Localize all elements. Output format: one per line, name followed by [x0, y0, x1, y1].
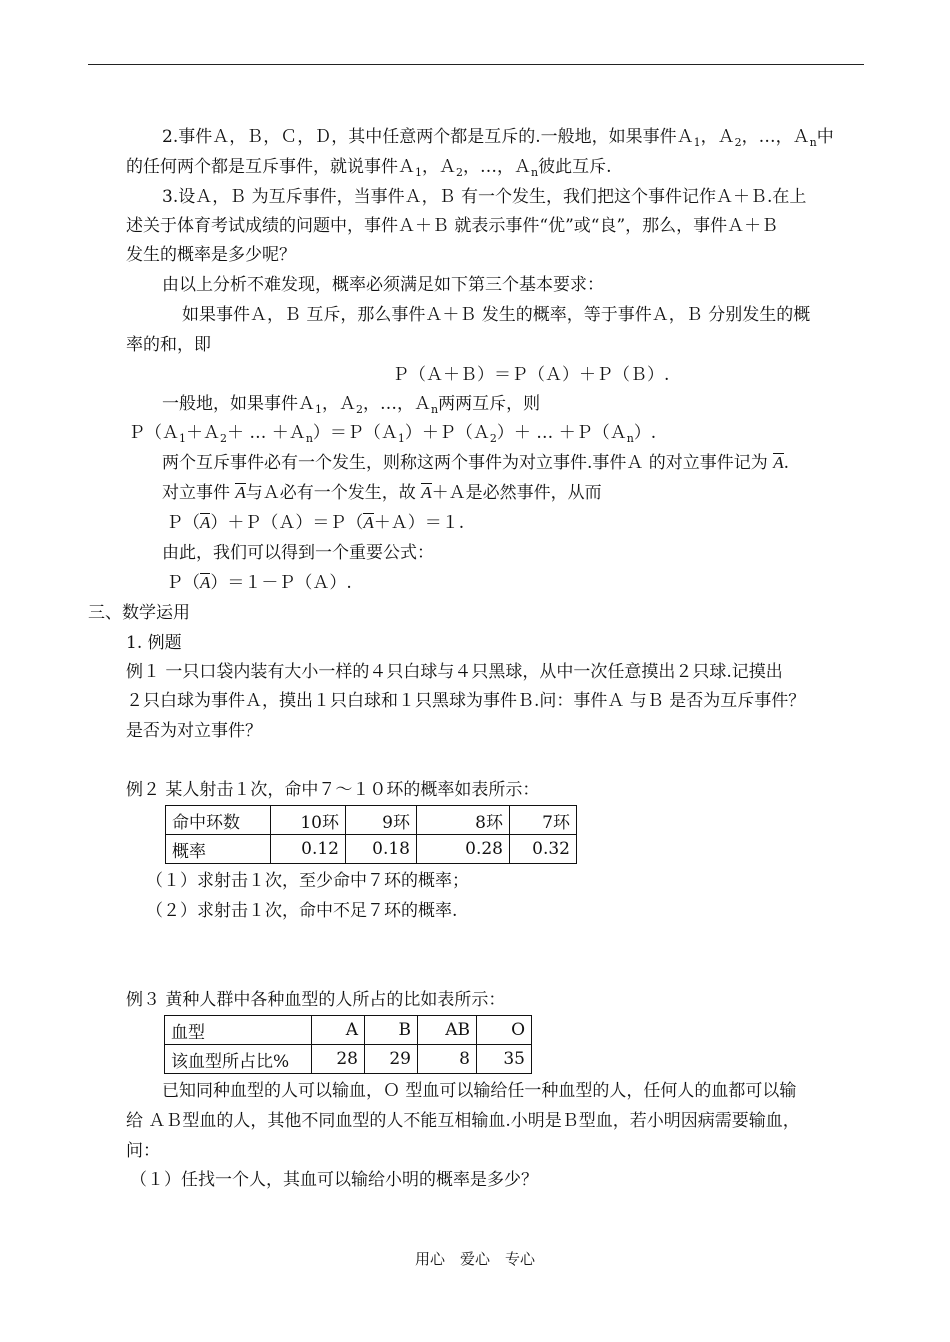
table-cell: 28 [312, 1045, 365, 1074]
table-cell: 概率 [166, 835, 271, 864]
table-cell: 29 [365, 1045, 418, 1074]
text-line: 发生的概率是多少呢？ [126, 245, 296, 265]
formula: Ｐ（A）＝１－Ｐ（Ａ）. [166, 573, 352, 593]
a-bar-symbol: A [235, 483, 246, 502]
question: （２）求射击１次，命中不足７环的概率. [146, 901, 458, 921]
text-line: 的任何两个都是互斥事件，就说事件Ａ$_1$，Ａ$_2$，…，Ａ$_n$彼此互斥. [126, 157, 612, 179]
text-line: 由此，我们可以得到一个重要公式： [162, 543, 434, 563]
table-cell: A [312, 1016, 365, 1045]
table-cell: 8 [418, 1045, 477, 1074]
example-1: 是否为对立事件？ [126, 721, 262, 741]
example-1: 例１ 一只口袋内装有大小一样的４只白球与４只黑球，从中一次任意摸出２只球.记摸出 [126, 662, 783, 682]
table-row [165, 1016, 532, 1045]
text-line: 述关于体育考试成绩的问题中，事件Ａ＋Ｂ 就表示事件“优”或“良”，那么，事件Ａ＋Ｂ [126, 216, 779, 236]
text-line: 一般地，如果事件Ａ$_1$，Ａ$_2$，…，Ａ$_n$两两互斥，则 [162, 394, 541, 416]
a-bar-symbol: A [363, 513, 374, 532]
table-cell: 血型 [165, 1016, 312, 1045]
example-3: 给 ＡＢ型血的人，其他不同血型的人不能互相输血.小明是Ｂ型血，若小明因病需要输血， [126, 1111, 800, 1131]
table-cell: 0.12 [271, 835, 346, 864]
table-cell: 7环 [510, 806, 577, 835]
subsection-heading: 1. 例题 [126, 633, 182, 653]
text-line: 如果事件Ａ，Ｂ 互斥，那么事件Ａ＋Ｂ 发生的概率，等于事件Ａ，Ｂ 分别发生的概 [182, 305, 811, 325]
table-cell: O [477, 1016, 532, 1045]
text-line: 对立事件 A与Ａ必有一个发生，故 A＋Ａ是必然事件，从而 [162, 483, 602, 503]
example-3: 问： [126, 1141, 160, 1161]
table-row [166, 806, 577, 835]
question: （１）任找一个人，其血可以输给小明的概率是多少？ [130, 1170, 538, 1190]
example-3: 已知同种血型的人可以输血，Ｏ 型血可以输给任一种血型的人，任何人的血都可以输 [162, 1081, 797, 1101]
a-bar-symbol: A [773, 453, 784, 472]
table-cell: 该血型所占比% [165, 1045, 312, 1074]
text-line: 3.设Ａ，Ｂ 为互斥事件，当事件Ａ，Ｂ 有一个发生，我们把这个事件记作Ａ＋Ｂ.在上 [162, 187, 807, 207]
table-cell: 0.28 [417, 835, 510, 864]
a-bar-symbol: A [421, 483, 432, 502]
a-bar-symbol: A [200, 573, 211, 592]
table-cell: 9环 [346, 806, 417, 835]
formula: Ｐ（A）＋Ｐ（Ａ）＝Ｐ（A＋Ａ）＝１. [166, 513, 465, 533]
table-cell: AB [418, 1016, 477, 1045]
blood-type-table [164, 1015, 532, 1074]
text-line: 两个互斥事件必有一个发生，则称这两个事件为对立事件.事件Ａ 的对立事件记为 A. [162, 453, 790, 473]
table-cell: 8环 [417, 806, 510, 835]
text-line: 率的和，即 [126, 335, 211, 355]
formula: Ｐ（Ａ$_1$＋Ａ$_2$＋ … ＋Ａ$_n$）＝Ｐ（Ａ$_1$）＋Ｐ（Ａ$_2$）＋ … ＋Ｐ（Ａ$_n$）. [128, 423, 657, 445]
probability-table [165, 805, 577, 864]
table-row [166, 835, 577, 864]
page-footer: 用心 爱心 专心 [414, 1250, 535, 1268]
example-3: 例３ 黄种人群中各种血型的人所占的比如表所示： [126, 990, 506, 1010]
table-cell: B [365, 1016, 418, 1045]
section-heading: 三、数学运用 [88, 603, 190, 623]
table-cell: 35 [477, 1045, 532, 1074]
table-cell: 命中环数 [166, 806, 271, 835]
example-1: ２只白球为事件Ａ，摸出１只白球和１只黑球为事件Ｂ.问：事件Ａ 与Ｂ 是否为互斥事件？ [126, 691, 806, 711]
text-line: 由以上分析不难发现，概率必须满足如下第三个基本要求： [162, 275, 604, 295]
table-cell: 0.18 [346, 835, 417, 864]
question: （１）求射击１次，至少命中７环的概率； [146, 871, 469, 891]
table-cell: 10环 [271, 806, 346, 835]
formula: Ｐ（Ａ＋Ｂ）＝Ｐ（Ａ）＋Ｐ（Ｂ）. [392, 365, 670, 385]
table-row [165, 1045, 532, 1074]
table-cell: 0.32 [510, 835, 577, 864]
a-bar-symbol: A [200, 513, 211, 532]
example-2: 例２ 某人射击１次，命中７～１０环的概率如表所示： [126, 780, 540, 800]
header-rule [88, 64, 864, 65]
text-line: 2.事件Ａ，Ｂ，Ｃ，Ｄ，其中任意两个都是互斥的.一般地，如果事件Ａ$_1$，Ａ$_2$，…，Ａ$_n$中 [162, 127, 834, 149]
